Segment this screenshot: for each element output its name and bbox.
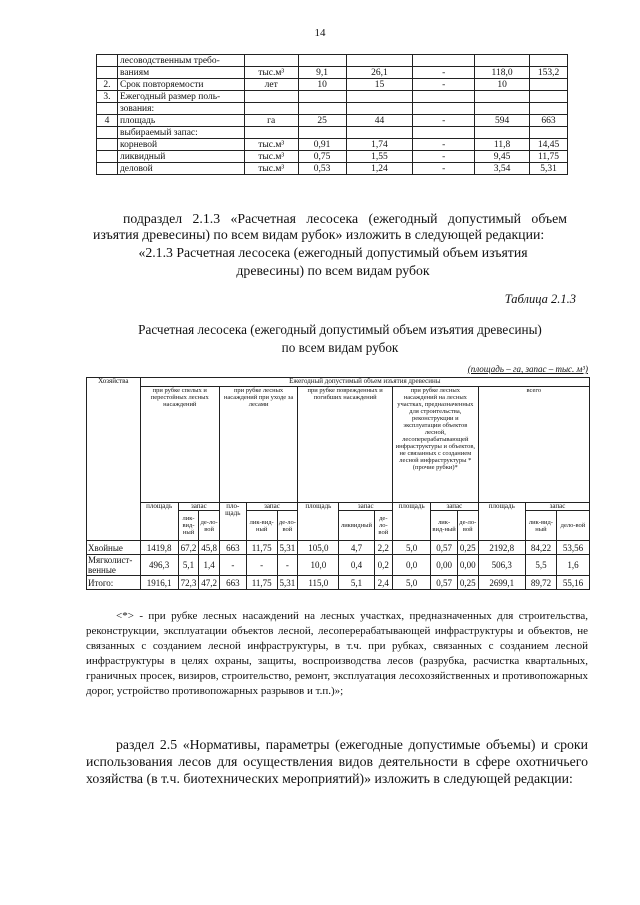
table-cell: 1916,1 xyxy=(140,576,178,590)
table-cell: - xyxy=(413,67,475,79)
table-cell: 2699,1 xyxy=(478,576,525,590)
table-cell xyxy=(97,139,118,151)
table-cell: 663 xyxy=(219,576,246,590)
table-cell: 14,45 xyxy=(530,139,568,151)
table-cell: 55,16 xyxy=(556,576,589,590)
table-cell: 5,1 xyxy=(339,576,374,590)
table-cell: 89,72 xyxy=(526,576,557,590)
section-heading-line2: древесины) по всем видам рубок xyxy=(236,263,430,278)
table-cell: 15 xyxy=(346,79,413,91)
table-cell: 0,2 xyxy=(374,555,393,576)
stock-header: запас xyxy=(246,502,298,511)
table-cell: 5,1 xyxy=(178,555,199,576)
table-cell: - xyxy=(413,151,475,163)
table-cell xyxy=(475,103,530,115)
liquid-header: лик-вид-ный xyxy=(526,511,557,541)
table-cell: Срок повторяемости xyxy=(117,79,244,91)
table-cell: 1,6 xyxy=(556,555,589,576)
business-header: дело-вой xyxy=(556,511,589,541)
table-cell xyxy=(244,127,298,139)
table-cell xyxy=(97,163,118,175)
col-farms-header: Хозяйства xyxy=(87,378,141,541)
table-cell: зования: xyxy=(117,103,244,115)
table-row xyxy=(97,127,568,139)
table-cell: 2,2 xyxy=(374,541,393,555)
table-cell: 9,1 xyxy=(298,67,346,79)
table-cell: 45,8 xyxy=(199,541,220,555)
table-cell: 5,31 xyxy=(530,163,568,175)
table-cell: 9,45 xyxy=(475,151,530,163)
table-cell: 5,31 xyxy=(277,541,298,555)
table-cell xyxy=(530,103,568,115)
table-cell: - xyxy=(413,115,475,127)
business-header: де-ло-вой xyxy=(199,511,220,541)
table-cell: 2192,8 xyxy=(478,541,525,555)
table-cell xyxy=(475,55,530,67)
table-cell xyxy=(475,91,530,103)
table-cell: 496,3 xyxy=(140,555,178,576)
table-row xyxy=(97,151,568,163)
table-cell: 5,0 xyxy=(393,541,431,555)
table-caption-line1: Расчетная лесосека (ежегодный допустимый объем изъятия древесины) xyxy=(138,322,542,337)
table-cell: 67,2 xyxy=(178,541,199,555)
page-number: 14 xyxy=(314,27,326,39)
area-header: площадь xyxy=(478,502,525,541)
business-header: де-ло-вой xyxy=(277,511,298,541)
table-cell xyxy=(244,55,298,67)
table-cell xyxy=(530,55,568,67)
table-cell: - xyxy=(277,555,298,576)
table-cell: 10,0 xyxy=(298,555,339,576)
table-cell: ликвидный xyxy=(117,151,244,163)
table-cell: га xyxy=(244,115,298,127)
area-header: пло-щадь xyxy=(219,502,246,541)
table-cell: 0,53 xyxy=(298,163,346,175)
liquid-header: лик-вид-ный xyxy=(178,511,199,541)
table-cell xyxy=(346,127,413,139)
table-cell xyxy=(97,103,118,115)
table-cell: 115,0 xyxy=(298,576,339,590)
area-header: площадь xyxy=(298,502,339,541)
table-cell: 1,4 xyxy=(199,555,220,576)
stock-header: запас xyxy=(526,502,590,511)
table-cell: выбираемый запас: xyxy=(117,127,244,139)
table-cell: 11,75 xyxy=(246,576,277,590)
table-cell: тыс.м³ xyxy=(244,163,298,175)
table-row xyxy=(97,55,568,67)
table-cell: - xyxy=(246,555,277,576)
stock-header: запас xyxy=(178,502,219,511)
liquid-header: лик-вид-ный xyxy=(431,511,458,541)
table-cell: 53,56 xyxy=(556,541,589,555)
stock-header: запас xyxy=(339,502,393,511)
table-cell xyxy=(413,55,475,67)
table-cell: 25 xyxy=(298,115,346,127)
table-cell: тыс.м³ xyxy=(244,67,298,79)
business-header: де-ло-вой xyxy=(374,511,393,541)
table-cell: 2. xyxy=(97,79,118,91)
table-cell: 594 xyxy=(475,115,530,127)
table-cell: 26,1 xyxy=(346,67,413,79)
table-cell: - xyxy=(413,163,475,175)
table-cell: 153,2 xyxy=(530,67,568,79)
table-cell: 5,5 xyxy=(526,555,557,576)
table-cell: 118,0 xyxy=(475,67,530,79)
table-cell xyxy=(244,91,298,103)
table-cell: 44 xyxy=(346,115,413,127)
table-cell: - xyxy=(413,139,475,151)
table-cell xyxy=(346,103,413,115)
col-main-header: Ежегодный допустимый объем изъятия древесины xyxy=(140,378,589,387)
table-cell xyxy=(298,55,346,67)
table-cell: лет xyxy=(244,79,298,91)
table-row xyxy=(87,555,590,576)
table-cell xyxy=(97,55,118,67)
table-cell: деловой xyxy=(117,163,244,175)
table-cell: 0,4 xyxy=(339,555,374,576)
table-cell: 11,75 xyxy=(530,151,568,163)
table-cell xyxy=(346,55,413,67)
row-label: Итого: xyxy=(87,576,141,590)
table-cell: 0,25 xyxy=(457,541,478,555)
group-care: при рубке лесных насаждений при уходе за лесами xyxy=(219,386,297,502)
units-note: (площадь – га, запас – тыс. м³) xyxy=(467,364,588,374)
group-total: всего xyxy=(478,386,589,502)
table-cell: 1,74 xyxy=(346,139,413,151)
row-label: Хвойные xyxy=(87,541,141,555)
table-cell xyxy=(530,79,568,91)
table-cell: 4 xyxy=(97,115,118,127)
table-cell: 2,4 xyxy=(374,576,393,590)
table-cell: Ежегодный размер поль- xyxy=(117,91,244,103)
liquid-header: лик-вид-ный xyxy=(246,511,277,541)
table-cell: 47,2 xyxy=(199,576,220,590)
table-cell: 72,3 xyxy=(178,576,199,590)
table-cell xyxy=(97,67,118,79)
table-cell: ваниям xyxy=(117,67,244,79)
table-caption-line2: по всем видам рубок xyxy=(281,340,399,355)
table-cell: 105,0 xyxy=(298,541,339,555)
table-cell: 0,25 xyxy=(457,576,478,590)
table-row xyxy=(97,91,568,103)
table-cell: 84,22 xyxy=(526,541,557,555)
table-cell: - xyxy=(413,79,475,91)
table-row xyxy=(97,115,568,127)
table-cell: 1,24 xyxy=(346,163,413,175)
table-cell: 506,3 xyxy=(478,555,525,576)
table-cell: корневой xyxy=(117,139,244,151)
table-row xyxy=(97,139,568,151)
table-cell xyxy=(244,103,298,115)
top-table xyxy=(96,54,568,175)
section-heading-line1: «2.1.3 Расчетная лесосека (ежегодный допустимый объем изъятия xyxy=(138,245,528,260)
table-cell: тыс.м³ xyxy=(244,139,298,151)
table-cell: 11,75 xyxy=(246,541,277,555)
table-cell xyxy=(346,91,413,103)
liquid-header: ликвидный xyxy=(339,511,374,541)
table-cell xyxy=(298,91,346,103)
table-row xyxy=(97,67,568,79)
table-cell: 5,31 xyxy=(277,576,298,590)
table-row xyxy=(97,79,568,91)
table-cell: 1419,8 xyxy=(140,541,178,555)
table-cell xyxy=(413,91,475,103)
table-cell xyxy=(413,103,475,115)
table-row xyxy=(87,576,590,590)
table-cell: 3. xyxy=(97,91,118,103)
table-cell xyxy=(298,103,346,115)
business-header: де-ло-вой xyxy=(457,511,478,541)
table-cell: 0,00 xyxy=(431,555,458,576)
row-label: Мягколист-венные xyxy=(87,555,141,576)
table-cell: 0,0 xyxy=(393,555,431,576)
table-cell: тыс.м³ xyxy=(244,151,298,163)
table-row xyxy=(97,103,568,115)
group-mature: при рубке спелых и перестойных лесных насаждений xyxy=(140,386,219,502)
forest-table xyxy=(86,377,590,590)
footnote: <*> - при рубке лесных насаждений на лесных участках, предназначенных для строительства, реконструкции, эксплуатации объектов лесной, лесоперерабатывающей инфраструктуры и объектов, не связанных с созданием лесной инфраструктуры, в т.ч. при рубках, связанных с созданием лесной инфраструктуры в целях охраны, защиты, воспроизводства лесов (разрубка, расчистка квартальных, граничных просек, визиров, строительство, ремонт, эксплуатация лесохозяйственных и противопожарных дорог, устройство противопожарных разрывов и т.п.)»; xyxy=(86,610,588,697)
table-row xyxy=(87,541,590,555)
table-cell xyxy=(530,127,568,139)
table-cell: 0,00 xyxy=(457,555,478,576)
area-header: площадь xyxy=(140,502,178,541)
table-cell: 1,55 xyxy=(346,151,413,163)
table-cell xyxy=(530,91,568,103)
table-row xyxy=(97,163,568,175)
table-cell: 663 xyxy=(530,115,568,127)
table-cell xyxy=(413,127,475,139)
group-damaged: при рубке поврежденных и погибших насаждений xyxy=(298,386,393,502)
table-cell: 663 xyxy=(219,541,246,555)
table-cell xyxy=(97,127,118,139)
table-cell: 0,75 xyxy=(298,151,346,163)
table-cell: 4,7 xyxy=(339,541,374,555)
stock-header: запас xyxy=(431,502,478,511)
table-label: Таблица 2.1.3 xyxy=(504,292,576,306)
area-header: площадь xyxy=(393,502,431,541)
table-cell: 3,54 xyxy=(475,163,530,175)
table-cell: 0,57 xyxy=(431,541,458,555)
table-cell: 11,8 xyxy=(475,139,530,151)
table-cell: лесоводственным требо- xyxy=(117,55,244,67)
table-cell xyxy=(475,127,530,139)
table-cell: 0,91 xyxy=(298,139,346,151)
table-cell: 5,0 xyxy=(393,576,431,590)
table-cell: 0,57 xyxy=(431,576,458,590)
table-cell: площадь xyxy=(117,115,244,127)
table-cell: 10 xyxy=(475,79,530,91)
table-cell xyxy=(298,127,346,139)
group-construction: при рубке лесных насаждений на лесных участках, предназначенных для строительства, реконструкции и эксплуатации объектов лесной, лесоперерабатывающей инфраструктуры и объектов, не связанных с созданием лесной инфраструктуры * (прочие рубки)* xyxy=(393,386,479,502)
para-subsection-2-1-3: подраздел 2.1.3 «Расчетная лесосека (ежегодный допустимый объем изъятия древесины) по всем видам рубок» изложить в следующей редакции: xyxy=(93,211,567,242)
table-cell: 10 xyxy=(298,79,346,91)
para-section-2-5: раздел 2.5 «Нормативы, параметры (ежегодные допустимые объемы) и сроки использования лесов для осуществления видов деятельности в сфере охотничьего хозяйства (в т.ч. биотехнических мероприятий)» изложить в следующей редакции: xyxy=(86,737,588,786)
table-cell: - xyxy=(219,555,246,576)
table-cell xyxy=(97,151,118,163)
